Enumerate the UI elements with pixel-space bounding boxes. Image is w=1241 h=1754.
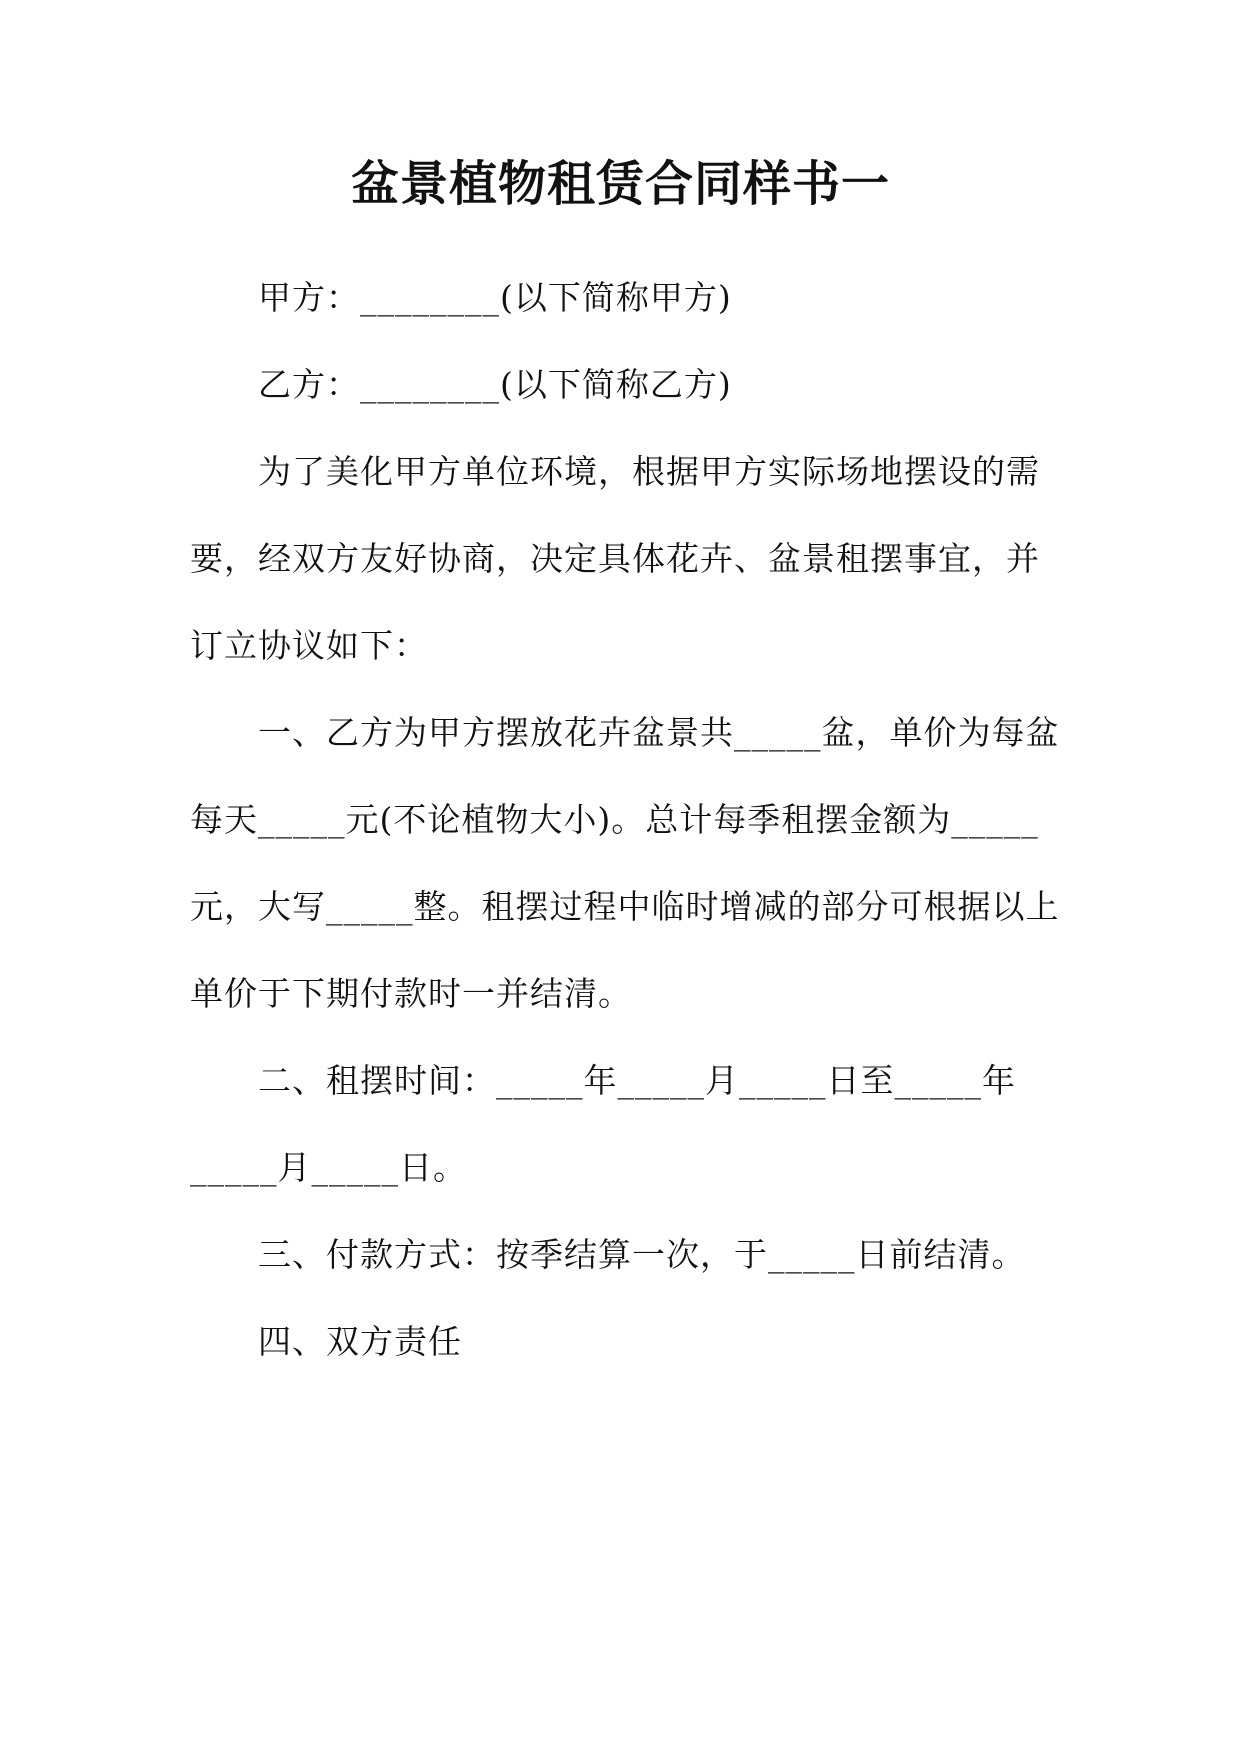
party-a-line: 甲方：________(以下简称甲方) [258, 278, 732, 317]
preamble-line-2: 要，经双方友好协商，决定具体花卉、盆景租摆事宜，并 [190, 539, 1040, 578]
clause-1-line-4: 单价于下期付款时一并结清。 [190, 974, 632, 1013]
clause-1-line-2: 每天_____元(不论植物大小)。总计每季租摆金额为_____ [190, 800, 1039, 839]
clause-3-line: 三、付款方式：按季结算一次，于_____日前结清。 [258, 1235, 1026, 1274]
clause-1-line-1: 一、乙方为甲方摆放花卉盆景共_____盆，单价为每盆 [258, 713, 1060, 752]
clause-1-line-3: 元，大写_____整。租摆过程中临时增减的部分可根据以上 [190, 887, 1060, 926]
preamble-line-1: 为了美化甲方单位环境，根据甲方实际场地摆设的需 [258, 452, 1040, 491]
document-title: 盆景植物租赁合同样书一 [350, 156, 890, 212]
clause-2-line-2: _____月_____日。 [190, 1148, 467, 1187]
clause-2-line-1: 二、租摆时间：_____年_____月_____日至_____年 [258, 1061, 1016, 1100]
clause-4-heading: 四、双方责任 [258, 1322, 462, 1361]
preamble-line-3: 订立协议如下： [190, 626, 428, 665]
party-b-line: 乙方：________(以下简称乙方) [258, 365, 732, 404]
